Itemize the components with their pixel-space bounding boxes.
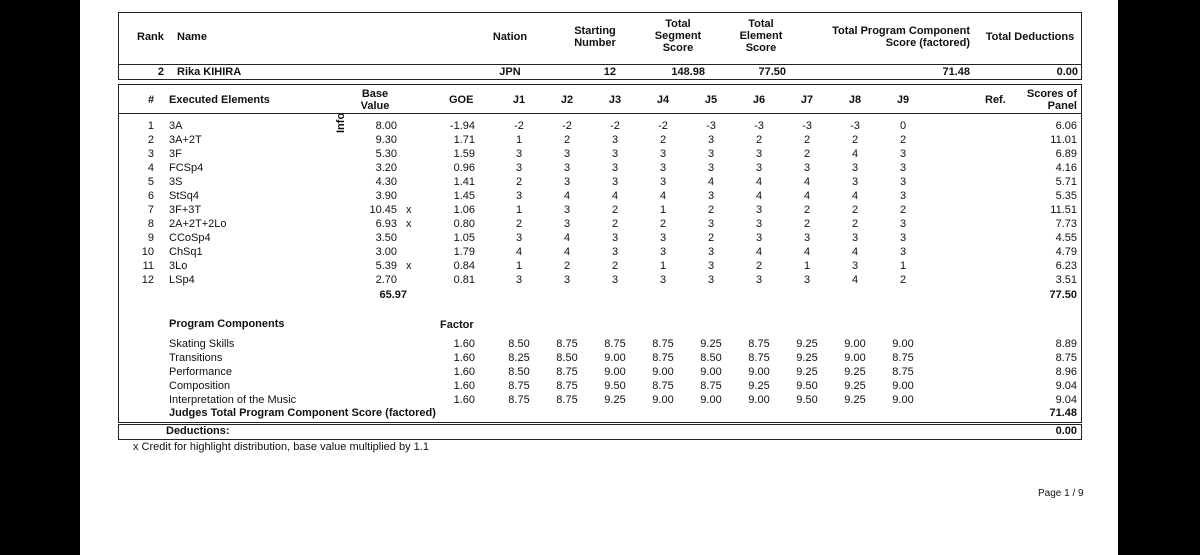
element-judge-score: 1 — [659, 260, 667, 272]
element-judge-score: 3 — [659, 232, 667, 244]
component-name: Skating Skills — [169, 338, 235, 350]
base-value-total: 65.97 — [379, 289, 407, 301]
element-judge-score: 4 — [803, 176, 811, 188]
component-judge-score: 8.75 — [556, 366, 578, 378]
component-factor: 1.60 — [453, 352, 475, 364]
scores-of-panel-header: Scores of Panel — [1026, 88, 1077, 112]
component-factor: 1.60 — [453, 366, 475, 378]
element-panel-score: 4.79 — [1055, 246, 1077, 258]
element-info: x — [406, 218, 412, 230]
component-judge-score: 8.75 — [556, 338, 578, 350]
element-name: LSp4 — [169, 274, 195, 286]
element-judge-score: 1 — [515, 260, 523, 272]
element-judge-score: -3 — [802, 120, 812, 132]
footnote: x Credit for highlight distribution, base value multiplied by 1.1 — [133, 441, 429, 453]
element-judge-score: 3 — [563, 148, 571, 160]
element-name: ChSq1 — [169, 246, 203, 258]
component-judge-score: 9.00 — [892, 338, 914, 350]
element-judge-score: 3 — [659, 148, 667, 160]
element-judge-score: 4 — [563, 246, 571, 258]
element-judge-score: 3 — [899, 218, 907, 230]
element-judge-score: 2 — [707, 232, 715, 244]
component-judge-score: 8.75 — [556, 380, 578, 392]
element-name: CCoSp4 — [169, 232, 211, 244]
element-judge-score: 3 — [563, 218, 571, 230]
component-judge-score: 9.00 — [604, 352, 626, 364]
element-name: 3A — [169, 120, 183, 132]
component-judge-score: 9.00 — [604, 366, 626, 378]
skater-tes: 77.50 — [758, 66, 786, 78]
component-name: Transitions — [169, 352, 223, 364]
component-judge-score: 9.00 — [748, 366, 770, 378]
skater-pcs: 71.48 — [942, 66, 970, 78]
pcs-total-label: Judges Total Program Component Score (factored) — [169, 407, 436, 419]
element-judge-score: 2 — [851, 218, 859, 230]
element-name: 3F — [169, 148, 182, 160]
deductions-label: Deductions: — [166, 425, 230, 437]
element-judge-score: 3 — [803, 162, 811, 174]
element-info: x — [406, 260, 412, 272]
component-judge-score: 9.00 — [892, 394, 914, 406]
element-judge-score: 3 — [899, 148, 907, 160]
element-judge-score: 3 — [755, 274, 763, 286]
element-judge-score: 2 — [563, 134, 571, 146]
name-header: Name — [177, 31, 207, 43]
element-judge-score: 4 — [659, 190, 667, 202]
component-judge-score: 9.50 — [796, 380, 818, 392]
element-base-value: 9.30 — [375, 134, 397, 146]
component-judge-score: 9.25 — [844, 380, 866, 392]
element-judge-score: 4 — [755, 246, 763, 258]
element-base-value: 3.00 — [375, 246, 397, 258]
component-judge-score: 8.50 — [508, 338, 530, 350]
element-judge-score: 2 — [803, 204, 811, 216]
element-judge-score: 2 — [659, 134, 667, 146]
component-judge-score: 9.00 — [652, 366, 674, 378]
component-judge-score: 9.25 — [700, 338, 722, 350]
element-name: 3Lo — [169, 260, 188, 272]
judge-header: J4 — [656, 94, 670, 106]
element-judge-score: 2 — [563, 260, 571, 272]
element-judge-score: 3 — [755, 232, 763, 244]
element-judge-score: 3 — [851, 162, 859, 174]
element-judge-score: 3 — [707, 274, 715, 286]
component-judge-score: 8.75 — [700, 380, 722, 392]
element-judge-score: 3 — [707, 134, 715, 146]
element-number-header: # — [148, 94, 155, 106]
element-judge-score: 2 — [515, 218, 523, 230]
element-panel-score: 5.35 — [1055, 190, 1077, 202]
element-judge-score: 3 — [707, 148, 715, 160]
element-judge-score: 3 — [563, 176, 571, 188]
ref-header: Ref. — [985, 94, 1006, 106]
judge-header: J3 — [608, 94, 622, 106]
component-judge-score: 9.25 — [844, 366, 866, 378]
element-panel-score: 4.55 — [1055, 232, 1077, 244]
element-number: 9 — [147, 232, 154, 244]
element-goe: 1.79 — [453, 246, 475, 258]
element-base-value: 3.90 — [375, 190, 397, 202]
judge-header: J7 — [800, 94, 814, 106]
element-judge-score: 3 — [851, 232, 859, 244]
element-judge-score: 2 — [899, 134, 907, 146]
component-judge-score: 9.50 — [604, 380, 626, 392]
component-judge-score: 8.75 — [652, 338, 674, 350]
judge-header: J9 — [896, 94, 910, 106]
element-goe: 0.84 — [453, 260, 475, 272]
element-number: 12 — [141, 274, 154, 286]
component-judge-score: 9.00 — [700, 394, 722, 406]
component-judge-score: 9.00 — [844, 352, 866, 364]
element-base-value: 3.50 — [375, 232, 397, 244]
element-judge-score: 3 — [899, 246, 907, 258]
element-number: 6 — [147, 190, 154, 202]
element-name: 3F+3T — [169, 204, 202, 216]
element-judge-score: 3 — [611, 148, 619, 160]
element-judge-score: 3 — [899, 190, 907, 202]
element-judge-score: 3 — [899, 232, 907, 244]
element-base-value: 6.93 — [375, 218, 397, 230]
element-judge-score: 2 — [755, 134, 763, 146]
skater-name: Rika KIHIRA — [177, 66, 242, 78]
component-judge-score: 8.75 — [652, 380, 674, 392]
element-goe: -1.94 — [449, 120, 475, 132]
skater-tss: 148.98 — [671, 66, 705, 78]
element-judge-score: 3 — [611, 176, 619, 188]
element-judge-score: 4 — [755, 190, 763, 202]
component-judge-score: 9.50 — [796, 394, 818, 406]
program-components-title: Program Components — [169, 318, 285, 330]
element-judge-score: 3 — [515, 190, 523, 202]
component-judge-score: 8.75 — [748, 352, 770, 364]
element-goe: 0.96 — [453, 162, 475, 174]
component-judge-score: 9.00 — [844, 338, 866, 350]
element-judge-score: 3 — [659, 162, 667, 174]
element-judge-score: 4 — [803, 190, 811, 202]
element-judge-score: 3 — [755, 204, 763, 216]
executed-elements-header: Executed Elements — [169, 94, 270, 106]
component-panel-score: 9.04 — [1055, 380, 1077, 392]
element-judge-score: 3 — [563, 162, 571, 174]
element-judge-score: 2 — [659, 218, 667, 230]
component-name: Performance — [169, 366, 232, 378]
component-name: Composition — [169, 380, 231, 392]
component-judge-score: 9.25 — [604, 394, 626, 406]
header-divider — [118, 64, 1082, 65]
element-panel-score: 11.51 — [1050, 204, 1077, 216]
element-base-value: 8.00 — [375, 120, 397, 132]
element-judge-score: 3 — [755, 162, 763, 174]
element-number: 8 — [147, 218, 154, 230]
component-panel-score: 8.96 — [1055, 366, 1077, 378]
component-judge-score: 9.00 — [892, 380, 914, 392]
element-judge-score: 3 — [611, 134, 619, 146]
element-judge-score: 3 — [563, 274, 571, 286]
element-number: 11 — [142, 260, 154, 272]
component-judge-score: 8.50 — [556, 352, 578, 364]
element-judge-score: 2 — [851, 134, 859, 146]
element-judge-score: 4 — [707, 176, 715, 188]
judge-header: J8 — [848, 94, 862, 106]
element-number: 4 — [147, 162, 154, 174]
element-judge-score: 2 — [755, 260, 763, 272]
element-judge-score: 4 — [803, 246, 811, 258]
element-judge-score: 3 — [611, 232, 619, 244]
skater-rank: 2 — [157, 66, 164, 78]
component-judge-score: 9.25 — [796, 352, 818, 364]
element-name: 2A+2T+2Lo — [169, 218, 227, 230]
judge-header: J5 — [704, 94, 718, 106]
protocol-page — [80, 0, 1118, 555]
element-judge-score: 3 — [707, 246, 715, 258]
element-number: 3 — [147, 148, 154, 160]
factor-header: Factor — [440, 319, 474, 331]
element-base-value: 10.45 — [369, 204, 397, 216]
element-judge-score: 4 — [851, 274, 859, 286]
element-judge-score: 3 — [515, 274, 523, 286]
element-judge-score: 3 — [803, 274, 811, 286]
element-judge-score: 2 — [851, 204, 859, 216]
element-goe: 1.59 — [453, 148, 475, 160]
element-judge-score: -2 — [514, 120, 524, 132]
element-judge-score: 1 — [515, 204, 523, 216]
element-judge-score: 2 — [611, 260, 619, 272]
judge-header: J6 — [752, 94, 766, 106]
component-panel-score: 8.75 — [1055, 352, 1077, 364]
element-judge-score: 4 — [851, 148, 859, 160]
component-judge-score: 8.75 — [892, 366, 914, 378]
skater-starting-number: 12 — [603, 66, 616, 78]
element-name: StSq4 — [169, 190, 199, 202]
element-judge-score: 2 — [899, 204, 907, 216]
element-number: 5 — [147, 176, 154, 188]
info-header: Info — [335, 112, 347, 133]
element-panel-score: 3.51 — [1055, 274, 1077, 286]
element-judge-score: -3 — [850, 120, 860, 132]
element-judge-score: -2 — [562, 120, 572, 132]
component-judge-score: 9.25 — [844, 394, 866, 406]
deductions-box — [118, 424, 1082, 440]
element-judge-score: 3 — [659, 176, 667, 188]
component-judge-score: 8.25 — [508, 352, 530, 364]
element-judge-score: -3 — [754, 120, 764, 132]
pcs-total-value: 71.48 — [1049, 407, 1077, 419]
element-judge-score: 4 — [851, 246, 859, 258]
skater-deductions: 0.00 — [1056, 66, 1078, 78]
element-goe: 0.81 — [453, 274, 475, 286]
element-judge-score: 3 — [611, 162, 619, 174]
element-judge-score: 4 — [611, 190, 619, 202]
element-goe: 1.45 — [453, 190, 475, 202]
element-judge-score: 1 — [899, 260, 907, 272]
element-judge-score: 3 — [707, 162, 715, 174]
element-judge-score: 4 — [515, 246, 523, 258]
element-goe: 0.80 — [453, 218, 475, 230]
element-judge-score: 3 — [707, 218, 715, 230]
component-factor: 1.60 — [453, 338, 475, 350]
panel-score-total: 77.50 — [1049, 289, 1077, 301]
component-judge-score: 8.75 — [604, 338, 626, 350]
total-deductions-header: Total Deductions — [985, 31, 1075, 43]
element-number: 2 — [147, 134, 154, 146]
element-judge-score: 3 — [851, 176, 859, 188]
component-judge-score: 8.75 — [892, 352, 914, 364]
nation-header: Nation — [492, 31, 528, 43]
element-panel-score: 6.23 — [1055, 260, 1077, 272]
element-base-value: 3.20 — [375, 162, 397, 174]
element-judge-score: 2 — [803, 218, 811, 230]
component-panel-score: 8.89 — [1055, 338, 1077, 350]
element-judge-score: 2 — [803, 148, 811, 160]
element-panel-score: 4.16 — [1055, 162, 1077, 174]
element-judge-score: 3 — [515, 162, 523, 174]
page-number: Page 1 / 9 — [1038, 488, 1084, 499]
element-name: FCSp4 — [169, 162, 204, 174]
element-judge-score: -3 — [706, 120, 716, 132]
total-element-score-header: Total Element Score — [739, 18, 783, 54]
elements-header-divider — [118, 113, 1082, 114]
element-number: 10 — [141, 246, 154, 258]
element-judge-score: 3 — [707, 190, 715, 202]
component-judge-score: 9.00 — [652, 394, 674, 406]
element-judge-score: 2 — [611, 204, 619, 216]
element-judge-score: 3 — [515, 148, 523, 160]
component-judge-score: 9.25 — [796, 366, 818, 378]
element-judge-score: 1 — [803, 260, 811, 272]
element-judge-score: 1 — [659, 204, 667, 216]
element-judge-score: 4 — [563, 190, 571, 202]
component-judge-score: 9.00 — [700, 366, 722, 378]
element-goe: 1.05 — [453, 232, 475, 244]
element-judge-score: 3 — [611, 246, 619, 258]
element-judge-score: 2 — [803, 134, 811, 146]
component-judge-score: 9.00 — [748, 394, 770, 406]
element-judge-score: -2 — [658, 120, 668, 132]
element-judge-score: 4 — [755, 176, 763, 188]
component-name: Interpretation of the Music — [169, 394, 297, 406]
element-judge-score: 3 — [803, 232, 811, 244]
component-judge-score: 8.75 — [652, 352, 674, 364]
rank-header: Rank — [137, 31, 164, 43]
component-judge-score: 8.50 — [508, 366, 530, 378]
element-info: x — [406, 204, 412, 216]
element-judge-score: 4 — [851, 190, 859, 202]
goe-header: GOE — [449, 94, 474, 106]
component-judge-score: 8.75 — [748, 338, 770, 350]
element-panel-score: 6.06 — [1055, 120, 1077, 132]
element-judge-score: 1 — [515, 134, 523, 146]
element-number: 7 — [147, 204, 154, 216]
component-judge-score: 8.75 — [508, 380, 530, 392]
element-judge-score: -2 — [610, 120, 620, 132]
base-value-header: Base Value — [360, 88, 390, 112]
total-pcs-header: Total Program Component Score (factored) — [832, 25, 970, 49]
component-judge-score: 8.50 — [700, 352, 722, 364]
element-judge-score: 3 — [899, 162, 907, 174]
total-segment-score-header: Total Segment Score — [654, 18, 702, 54]
element-judge-score: 3 — [659, 246, 667, 258]
element-number: 1 — [147, 120, 154, 132]
component-judge-score: 9.25 — [796, 338, 818, 350]
judge-header: J2 — [560, 94, 574, 106]
element-panel-score: 11.01 — [1050, 134, 1077, 146]
element-base-value: 5.39 — [375, 260, 397, 272]
starting-number-header: Starting Number — [574, 25, 616, 49]
element-judge-score: 3 — [899, 176, 907, 188]
element-judge-score: 2 — [515, 176, 523, 188]
component-factor: 1.60 — [453, 380, 475, 392]
element-panel-score: 7.73 — [1055, 218, 1077, 230]
element-judge-score: 3 — [851, 260, 859, 272]
element-judge-score: 3 — [755, 218, 763, 230]
element-base-value: 4.30 — [375, 176, 397, 188]
component-panel-score: 9.04 — [1055, 394, 1077, 406]
element-judge-score: 3 — [659, 274, 667, 286]
element-judge-score: 2 — [899, 274, 907, 286]
element-goe: 1.71 — [453, 134, 475, 146]
element-panel-score: 5.71 — [1055, 176, 1077, 188]
element-judge-score: 2 — [611, 218, 619, 230]
element-goe: 1.06 — [453, 204, 475, 216]
element-judge-score: 3 — [515, 232, 523, 244]
skater-nation: JPN — [499, 66, 521, 78]
component-factor: 1.60 — [453, 394, 475, 406]
element-judge-score: 3 — [707, 260, 715, 272]
element-judge-score: 3 — [611, 274, 619, 286]
element-judge-score: 4 — [563, 232, 571, 244]
element-name: 3S — [169, 176, 183, 188]
element-judge-score: 0 — [899, 120, 907, 132]
element-base-value: 2.70 — [375, 274, 397, 286]
element-name: 3A+2T — [169, 134, 202, 146]
judge-header: J1 — [512, 94, 526, 106]
element-goe: 1.41 — [453, 176, 475, 188]
element-judge-score: 3 — [755, 148, 763, 160]
component-judge-score: 8.75 — [556, 394, 578, 406]
deductions-value: 0.00 — [1055, 425, 1077, 437]
component-judge-score: 9.25 — [748, 380, 770, 392]
element-base-value: 5.30 — [375, 148, 397, 160]
element-panel-score: 6.89 — [1055, 148, 1077, 160]
element-judge-score: 2 — [707, 204, 715, 216]
element-judge-score: 3 — [563, 204, 571, 216]
component-judge-score: 8.75 — [508, 394, 530, 406]
